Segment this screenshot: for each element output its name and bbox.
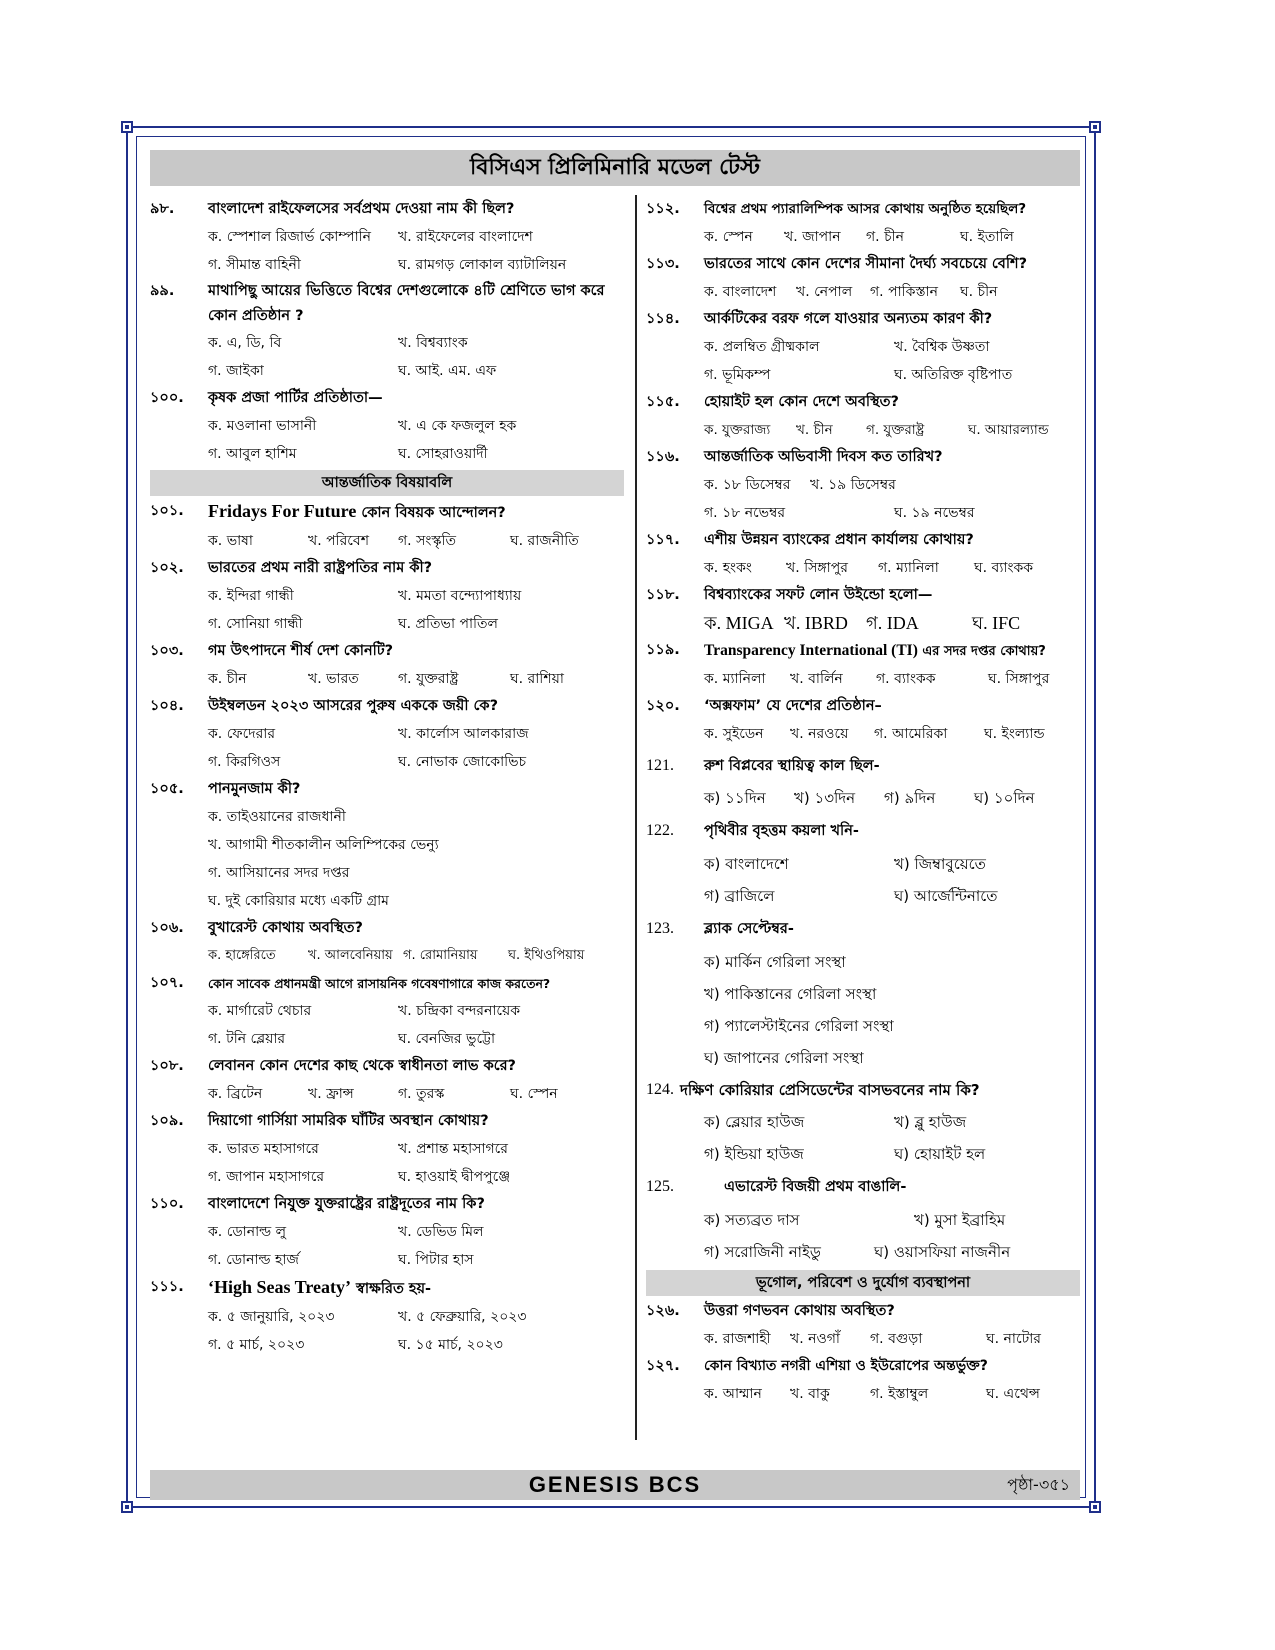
question-number: ১০০.: [150, 390, 184, 406]
option: ঘ. ১৫ মার্চ, ২০২৩: [398, 1337, 503, 1353]
question: [150, 555, 624, 582]
option: ক. স্পেন: [704, 229, 753, 245]
option: ঘ. স্পেন: [510, 1086, 558, 1102]
question: [646, 1074, 1080, 1106]
option: গ. বগুড়া: [870, 1331, 923, 1347]
question: [150, 1053, 624, 1080]
question-number: ১১১.: [150, 1279, 184, 1295]
question-text-english: Transparency International (TI): [704, 642, 918, 659]
question: [150, 776, 624, 803]
question: [646, 637, 1080, 665]
question-number: ৯৯.: [150, 283, 175, 299]
option: ক. ডোনাল্ড লু: [208, 1224, 287, 1240]
question-text: কোন সাবেক প্রধানমন্ত্রী আগে রাসায়নিক গবেষণাগারে কাজ করতেন?: [208, 976, 551, 991]
question-text: এভারেস্ট বিজয়ী প্রথম বাঙালি-: [724, 1179, 907, 1195]
corner-ornament: [121, 121, 133, 133]
question: [646, 444, 1080, 471]
right-column: [646, 196, 1080, 1408]
option: খ. বার্লিন: [790, 671, 843, 687]
option: ক. চীন: [208, 671, 247, 687]
option: গ. কিরগিওস: [208, 754, 281, 770]
option: ক. ইন্দিরা গান্ধী: [208, 588, 294, 604]
question-number: ১২৭.: [646, 1358, 680, 1374]
option: ঘ. পিটার হাস: [398, 1252, 474, 1268]
question-text: গম উৎপাদনে শীর্ষ দেশ কোনটি?: [208, 643, 394, 659]
question-number: ৯৮.: [150, 201, 175, 217]
option: গ. ডোনাল্ড হার্জ: [208, 1252, 299, 1268]
question: [150, 915, 624, 942]
option: ক. প্রলম্বিত গ্রীষ্মকাল: [704, 339, 820, 355]
question: [646, 196, 1080, 223]
option: খ) মুসা ইব্রাহিম: [914, 1211, 1006, 1229]
question-number: 122.: [646, 822, 674, 839]
option: ক. ব্রিটেন: [208, 1086, 263, 1102]
option: ঘ. সিঙ্গাপুর: [988, 671, 1050, 687]
option: খ. নেপাল: [796, 284, 853, 300]
option: খ. জাপান: [784, 229, 841, 245]
option: খ. প্রশান্ত মহাসাগরে: [398, 1141, 508, 1157]
option: গ. IDA: [866, 613, 919, 633]
question-text: দিয়াগো গার্সিয়া সামরিক ঘাঁটির অবস্থান কোথায়?: [208, 1113, 489, 1129]
option: খ. ভারত: [308, 671, 359, 687]
footer-bar: [150, 1470, 1080, 1500]
question-text: মাথাপিছু আয়ের ভিত্তিতে বিশ্বের দেশগুলোকে ৪টি শ্রেণিতে ভাগ করে কোন প্রতিষ্ঠান ?: [208, 283, 605, 324]
option: ঘ. আই. এম. এফ: [398, 363, 497, 379]
question-number: ১০৫.: [150, 781, 184, 797]
option: খ. রাইফেলের বাংলাদেশ: [398, 229, 533, 245]
option: ঘ. নোভাক জোকোভিচ: [398, 754, 527, 770]
question-text: কৃষক প্রজা পার্টির প্রতিষ্ঠাতা—: [208, 390, 383, 406]
section-heading: ভূগোল, পরিবেশ ও দুর্যোগ ব্যবস্থাপনা: [646, 1270, 1080, 1296]
question-number: ১০৮.: [150, 1058, 184, 1074]
option: গ. আমেরিকা: [874, 726, 948, 742]
option: ঘ. আয়ারল্যান্ড: [968, 422, 1049, 438]
option: গ) সরোজিনী নাইডু: [704, 1243, 821, 1261]
question-number: ১১৯.: [646, 642, 680, 658]
question-text: বাংলাদেশে নিযুক্ত যুক্তরাষ্ট্রের রাষ্ট্রদূতের নাম কি?: [208, 1196, 485, 1212]
question-number: ১২০.: [646, 698, 680, 714]
option: ঘ. চীন: [960, 284, 998, 300]
option: ঘ. অতিরিক্ত বৃষ্টিপাত: [894, 367, 1013, 383]
question: [150, 1274, 624, 1303]
question-text: ‘অক্সফাম’ যে দেশের প্রতিষ্ঠান–: [704, 698, 882, 714]
option: ক) ১১দিন: [704, 789, 766, 807]
question: [150, 385, 624, 412]
question-number: 125.: [646, 1178, 674, 1195]
question-text: পৃথিবীর বৃহত্তম কয়লা খনি-: [704, 823, 859, 839]
question: [150, 279, 624, 329]
question-text: এশীয় উন্নয়ন ব্যাংকের প্রধান কার্যালয় কোথায়?: [704, 532, 974, 548]
option: ঘ. ১৯ নভেম্বর: [894, 505, 975, 521]
option: ঘ. বেনজির ভুট্টো: [398, 1031, 496, 1047]
option: ক) সত্যব্রত দাস: [704, 1211, 800, 1229]
option: খ. ডেভিড মিল: [398, 1224, 484, 1240]
option: ক. বাংলাদেশ: [704, 284, 777, 300]
option: ক. ম্যানিলা: [704, 671, 766, 687]
question: [150, 1108, 624, 1135]
question-number: ১১৮.: [646, 587, 680, 603]
question: [646, 527, 1080, 554]
question: [150, 498, 624, 527]
option: ক. আম্মান: [704, 1386, 762, 1402]
option: গ) প্যালেস্টাইনের গেরিলা সংস্থা: [704, 1017, 894, 1035]
option: গ. ৫ মার্চ, ২০২৩: [208, 1337, 305, 1353]
question-text-english: ‘High Seas Treaty’: [208, 1277, 351, 1297]
question: [646, 750, 1080, 782]
option: গ) ইন্ডিয়া হাউজ: [704, 1145, 804, 1163]
question: [646, 251, 1080, 278]
option: গ. তুরস্ক: [398, 1086, 445, 1102]
option: গ. আবুল হাশিম: [208, 446, 297, 462]
question-text: ভারতের প্রথম নারী রাষ্ট্রপতির নাম কী?: [208, 560, 433, 576]
question-number: ১০৩.: [150, 643, 184, 659]
option: ঘ. প্রতিভা পাতিল: [398, 616, 498, 632]
question-text: কোন বিষয়ক আন্দোলন?: [356, 505, 506, 521]
option: খ) জিম্বাবুয়েতে: [894, 855, 986, 873]
footer-brand: GENESIS BCS: [528, 1472, 702, 1497]
option: ক) ব্লেয়ার হাউজ: [704, 1113, 805, 1131]
question: [646, 693, 1080, 720]
option: গ. টনি ব্লেয়ার: [208, 1031, 286, 1047]
question-text: হোয়াইট হল কোন দেশে অবস্থিত?: [704, 394, 899, 410]
option: ঘ. IFC: [972, 613, 1021, 633]
option: ক. স্পেশাল রিজার্ভ কোম্পানি: [208, 229, 372, 245]
question: [646, 389, 1080, 416]
option: গ) ব্রাজিলে: [704, 887, 775, 905]
option: ঘ) ওয়াসফিয়া নাজনীন: [874, 1243, 1011, 1261]
option: ঘ. সোহরাওয়ার্দী: [398, 446, 488, 462]
question-number: ১০১.: [150, 503, 184, 519]
question: [150, 196, 624, 223]
page-title: বিসিএস প্রিলিমিনারি মডেল টেস্ট: [150, 150, 1080, 186]
option: গ. জাইকা: [208, 363, 264, 379]
question: [646, 306, 1080, 333]
question-text: পানমুনজাম কী?: [208, 781, 301, 797]
question-number: ১০৪.: [150, 698, 184, 714]
option: খ. চীন: [796, 422, 833, 438]
question-number: 124.: [646, 1081, 674, 1098]
option: গ. সোনিয়া গান্ধী: [208, 616, 303, 632]
question-text: বুখারেস্ট কোথায় অবস্থিত?: [208, 920, 363, 936]
option: ঘ. রাশিয়া: [510, 671, 564, 687]
question-number: ১১৫.: [646, 394, 680, 410]
option: গ. যুক্তরাষ্ট্র: [398, 671, 459, 687]
option: ক. এ, ডি, বি: [208, 335, 282, 351]
option: খ. নওগাঁ: [790, 1331, 840, 1347]
option: খ) ব্লু হাউজ: [894, 1113, 967, 1131]
option: খ. ৫ ফেব্রুয়ারি, ২০২৩: [398, 1309, 527, 1325]
option: গ. পাকিস্তান: [870, 284, 938, 300]
option: ক. সুইডেন: [704, 726, 764, 742]
option: গ. জাপান মহাসাগরে: [208, 1169, 325, 1185]
option: খ. পরিবেশ: [308, 533, 370, 549]
option: খ. বৈশ্বিক উষ্ণতা: [894, 339, 990, 355]
option: ক. মওলানা ভাসানী: [208, 418, 317, 434]
option: ক. যুক্তরাজ্য: [704, 422, 771, 438]
question: [150, 1191, 624, 1218]
option: ঘ. নাটোর: [986, 1331, 1041, 1347]
option: গ. ইস্তাম্বুল: [870, 1386, 929, 1402]
option: গ. ব্যাংকক: [876, 671, 936, 687]
question-number: ১১০.: [150, 1196, 184, 1212]
column-divider: [635, 195, 637, 1440]
question-text-english: Fridays For Future: [208, 501, 357, 521]
option: খ. IBRD: [784, 613, 848, 633]
option: ক. ভাষা: [208, 533, 253, 549]
option: ঘ. ইতালি: [960, 229, 1014, 245]
question-text: কোন বিখ্যাত নগরী এশিয়া ও ইউরোপের অন্তর্ভুক্ত?: [704, 1358, 988, 1374]
option: খ) ১৩দিন: [794, 789, 856, 807]
page-number: পৃষ্ঠা-৩৫১: [1007, 1475, 1070, 1494]
question: [646, 1353, 1080, 1380]
option: ক. মার্গারেট থেচার: [208, 1003, 312, 1019]
question-text: আর্কটিকের বরফ গলে যাওয়ার অন্যতম কারণ কী?: [704, 311, 993, 327]
question-number: 123.: [646, 920, 674, 937]
left-column: [150, 196, 624, 1359]
question: [646, 1170, 1080, 1204]
option: ঘ) ১০দিন: [974, 789, 1035, 807]
option: ক) মার্কিন গেরিলা সংস্থা: [704, 953, 846, 971]
option: ক. ১৮ ডিসেম্বর: [704, 477, 791, 493]
question-text: রুশ বিপ্লবের স্থায়িত্ব কাল ছিল-: [704, 758, 880, 774]
option: গ. সীমান্ত বাহিনী: [208, 257, 301, 273]
option: গ. ভূমিকম্প: [704, 367, 771, 383]
question: [646, 1298, 1080, 1325]
question: [646, 582, 1080, 609]
question-number: ১০৬.: [150, 920, 184, 936]
question-text: বিশ্বের প্রথম প্যারালিম্পিক আসর কোথায় অনুষ্ঠিত হয়েছিল?: [704, 201, 1027, 217]
option: খ. নরওয়ে: [790, 726, 849, 742]
option: খ) পাকিস্তানের গেরিলা সংস্থা: [704, 985, 877, 1003]
question-number: 121.: [646, 757, 674, 774]
option: খ. বাকু: [790, 1386, 830, 1402]
option: খ. মমতা বন্দ্যোপাধ্যায়: [398, 588, 522, 604]
question-number: ১১৬.: [646, 449, 680, 465]
option: ক. ৫ জানুয়ারি, ২০২৩: [208, 1309, 335, 1325]
option: ক) বাংলাদেশে: [704, 855, 789, 873]
section-heading: আন্তর্জাতিক বিষয়াবলি: [150, 470, 624, 496]
question-text: স্বাক্ষরিত হয়-: [351, 1281, 432, 1297]
option: ক. রাজশাহী: [704, 1331, 771, 1347]
question-number: ১২৬.: [646, 1303, 680, 1319]
option: ক. MIGA: [704, 613, 774, 633]
option: ক. ফেদেরার: [208, 726, 276, 742]
question: [150, 970, 624, 997]
option: ক. ভারত মহাসাগরে: [208, 1141, 319, 1157]
question-number: ১০২.: [150, 560, 184, 576]
question: [646, 912, 1080, 946]
option: ঘ) হোয়াইট হল: [894, 1145, 986, 1163]
corner-ornament: [121, 1501, 133, 1513]
question-number: ১১৭.: [646, 532, 680, 548]
option: গ. ম্যানিলা: [878, 560, 939, 576]
option: ঘ. রামগড় লোকাল ব্যাটালিয়ন: [398, 257, 567, 273]
question-text: আন্তর্জাতিক অভিবাসী দিবস কত তারিখ?: [704, 449, 943, 465]
question-number: ১০৯.: [150, 1113, 184, 1129]
option: খ. চন্দ্রিকা বন্দরনায়েক: [398, 1003, 521, 1019]
option: গ. চীন: [866, 229, 904, 245]
option: ঘ. হাওয়াই দ্বীপপুঞ্জে: [398, 1169, 511, 1185]
question-number: ১১২.: [646, 201, 680, 217]
option: গ. সংস্কৃতি: [398, 533, 456, 549]
option: ঘ. রাজনীতি: [510, 533, 579, 549]
option: ঘ. এথেন্স: [986, 1386, 1040, 1402]
option: ক. তাইওয়ানের রাজধানী: [208, 809, 346, 825]
corner-ornament: [1089, 121, 1101, 133]
question-text: দক্ষিণ কোরিয়ার প্রেসিডেন্টের বাসভবনের নাম কি?: [680, 1081, 980, 1099]
question: [646, 814, 1080, 848]
question-number: ১১৪.: [646, 311, 680, 327]
question-text: ব্ল্যাক সেপ্টেম্বর-: [704, 921, 794, 937]
question-text: ভারতের সাথে কোন দেশের সীমানা দৈর্ঘ্য সবচেয়ে বেশি?: [704, 256, 1028, 272]
option: ক. হংকং: [704, 560, 752, 576]
option: খ. এ কে ফজলুল হক: [398, 418, 517, 434]
option: খ. আগামী শীতকালীন অলিম্পিকের ভেন্যু: [208, 837, 439, 853]
option: খ. সিঙ্গাপুর: [786, 560, 848, 576]
question-text: লেবানন কোন দেশের কাছ থেকে স্বাধীনতা লাভ করে?: [208, 1058, 516, 1074]
question-text: উইম্বলডন ২০২৩ আসরের পুরুষ এককে জয়ী কে?: [208, 698, 498, 714]
question: [150, 638, 624, 665]
option: খ. ফ্রান্স: [308, 1086, 354, 1102]
option: গ. ১৮ নভেম্বর: [704, 505, 786, 521]
question-text: উত্তরা গণভবন কোথায় অবস্থিত?: [704, 1303, 895, 1319]
question-text: এর সদর দপ্তর কোথায়?: [917, 644, 1046, 659]
option: খ. আলবেনিয়ায়: [308, 948, 393, 963]
question-text: বিশ্বব্যাংকের সফট লোন উইন্ডো হলো—: [704, 587, 933, 603]
option: ঘ) জাপানের গেরিলা সংস্থা: [704, 1049, 864, 1067]
option: গ. রোমানিয়ায়: [403, 948, 478, 963]
option: গ) ৯দিন: [884, 789, 936, 807]
question-number: ১০৭.: [150, 975, 184, 991]
option: ঘ. ইথিওপিয়ায়: [508, 948, 585, 963]
question-text: বাংলাদেশ রাইফেলসের সর্বপ্রথম দেওয়া নাম কী ছিল?: [208, 201, 515, 217]
option: খ. কার্লোস আলকারাজ: [398, 726, 529, 742]
option: খ. ১৯ ডিসেম্বর: [810, 477, 896, 493]
corner-ornament: [1089, 1501, 1101, 1513]
option: গ. যুক্তরাষ্ট্র: [866, 422, 925, 438]
option: ক. হাঙ্গেরিতে: [208, 948, 276, 963]
option: খ. বিশ্বব্যাংক: [398, 335, 468, 351]
option: ঘ) আর্জেন্টিনাতে: [894, 887, 998, 905]
option: ঘ. দুই কোরিয়ার মধ্যে একটি গ্রাম: [208, 893, 389, 909]
option: ঘ. ইংল্যান্ড: [984, 726, 1045, 742]
option: গ. আসিয়ানের সদর দপ্তর: [208, 865, 350, 881]
question-number: ১১৩.: [646, 256, 680, 272]
question: [150, 693, 624, 720]
option: ঘ. ব্যাংকক: [974, 560, 1034, 576]
